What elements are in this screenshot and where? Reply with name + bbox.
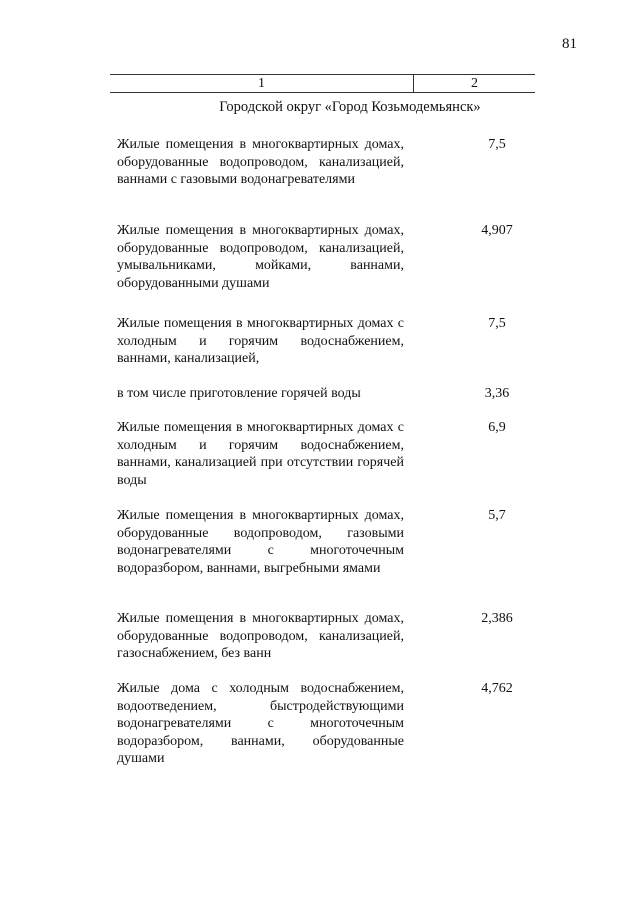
table-header [110,74,535,93]
section-title: Городской округ «Город Козьмодемьянск» [219,99,481,115]
row-value: 6,9 [488,420,506,435]
table-header-col2: 2 [471,76,478,91]
row-value: 3,36 [484,386,510,401]
row-value: 2,386 [481,611,513,626]
row-description: Жилые помещения в многоквартирных домах, оборудованные водопроводом, канализацией, ваннами с газовыми водонагревателями [117,137,404,187]
row-value: 7,5 [488,137,506,152]
row-value: 4,907 [481,223,513,238]
row-description: Жилые помещения в многоквартирных домах с холодным и горячим водоснабжением, ваннами, канализацией при отсутствии горячей воды [117,420,404,488]
row-description: Жилые помещения в многоквартирных домах, оборудованные водопроводом, канализацией, газоснабжением, без ванн [117,611,404,661]
row-description: в том числе приготовление горячей воды [117,386,361,401]
row-value: 4,762 [481,681,513,696]
row-value: 7,5 [488,316,506,331]
row-description: Жилые помещения в многоквартирных домах, оборудованные водопроводом, канализацией, умывальниками, мойками, ваннами, оборудованными душами [117,223,404,291]
row-description: Жилые дома с холодным водоснабжением, водоотведением, быстродействующими водонагревателями с многоточечным водоразбором, ваннами, оборудованные душами [117,681,404,766]
table-header-col1: 1 [110,75,414,92]
row-description: Жилые помещения в многоквартирных домах с холодным и горячим водоснабжением, ваннами, канализацией, [117,316,404,366]
page-number: 81 [562,36,577,52]
row-description: Жилые помещения в многоквартирных домах, оборудованные водопроводом, газовыми водонагревателями с многоточечным водоразбором, ваннами, выгребными ямами [117,508,404,576]
row-value: 5,7 [488,508,506,523]
